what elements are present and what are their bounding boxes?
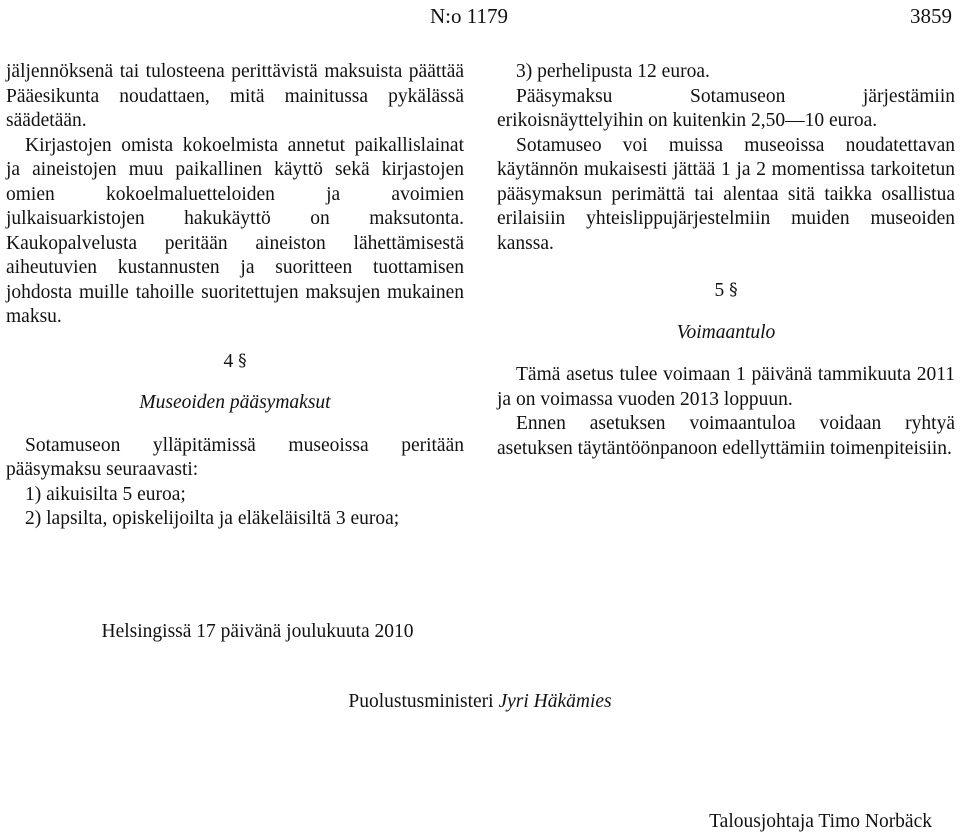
- paragraph-special-exhibitions: Pääsymaksu Sotamuseon järjestämiin erikoisnäyttelyihin on kuitenkin 2,50—10 euroa.: [497, 85, 955, 131]
- section-heading-4: [6, 349, 464, 375]
- paragraph-entry-into-force: Tämä asetus tulee voimaan 1 päivänä tammikuuta 2011 ja on voimassa vuoden 2013 loppuun.: [497, 364, 955, 410]
- section-heading-5: [497, 278, 955, 304]
- section-title: Museoiden pääsymaksut: [139, 392, 331, 413]
- place-and-date: Helsingissä 17 päivänä joulukuuta 2010: [101, 621, 414, 642]
- section-number: 4: [223, 350, 234, 372]
- paragraph-implementation: Ennen asetuksen voimaantuloa voidaan ryhtyä asetuksen täytäntöönpanoon edellyttämiin toimenpiteisiin.: [497, 413, 955, 459]
- paragraph-admission-fees: Sotamuseon ylläpitämissä museoissa peritään pääsymaksu seuraavasti:: [6, 434, 464, 480]
- list-item: 3) perhelipusta 12 euroa.: [516, 61, 710, 82]
- paragraph-fee-waiver: Sotamuseo voi muissa museoissa noudatettavan käytännön mukaisesti jättää 1 ja 2 momentissa tarkoitetun pääsymaksun perimättä tai alentaa sitä taikka osallistua erilaisiin yhteislippujärjestelmiin muiden museoiden kanssa.: [497, 134, 955, 254]
- list-item: 2) lapsilta, opiskelijoilta ja eläkeläisiltä 3 euroa;: [25, 508, 400, 529]
- list-item: 1) aikuisilta 5 euroa;: [25, 483, 186, 505]
- page-header: [0, 4, 952, 28]
- section-title: Voimaantulo: [676, 321, 776, 343]
- official-signature: Talousjohtaja Timo Norbäck: [709, 811, 932, 832]
- right-column: [497, 60, 955, 461]
- section-sign: §: [729, 280, 738, 300]
- paragraph-library-loans: Kirjastojen omista kokoelmista annetut paikallislainat ja aineistojen muu paikallinen käyttö sekä kirjastojen omien kokoelmaluetteloiden ja avoimien julkaisuarkistojen hakukäyttö on maksutonta. Kaukopalvelusta peritään aineiston lähettämisestä aiheutuvien kustannusten ja suoritteen tuottamisen johdosta muille tahoille suoritettujen maksujen mukainen maksu.: [6, 134, 464, 327]
- page-number: 3859: [910, 4, 952, 28]
- statute-number: N:o 1179: [430, 4, 508, 28]
- minister-signature: [0, 690, 960, 715]
- minister-title: Puolustusministeri: [348, 691, 494, 712]
- minister-name: Jyri Häkämies: [498, 691, 612, 712]
- left-column: [6, 60, 464, 532]
- section-sign: §: [238, 350, 247, 371]
- section-number: 5: [714, 280, 725, 301]
- paragraph-continuation: jäljennöksenä tai tulosteena perittävistä maksuista päättää Pääesikunta noudattaen, mitä mainitussa pykälässä säädetään.: [6, 61, 464, 131]
